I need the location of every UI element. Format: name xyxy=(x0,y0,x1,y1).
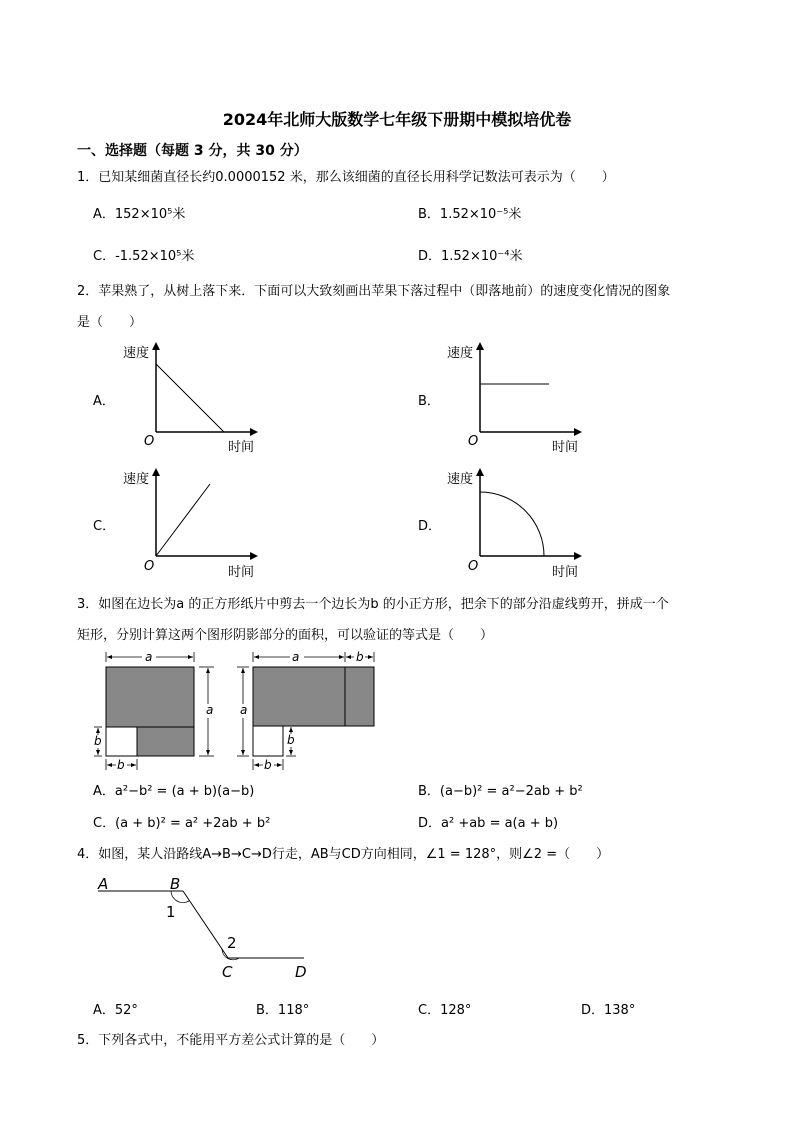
q2-option-d-letter: D． xyxy=(418,519,442,534)
q3-figure xyxy=(90,648,390,774)
q3-label-a-right-left: a xyxy=(206,703,214,717)
q3-option-c: C．(a + b)² = a² +2ab + b² xyxy=(93,816,271,831)
graph-a-line xyxy=(156,364,224,432)
q4-label-c: C xyxy=(222,963,233,981)
q4-option-d: D．138° xyxy=(581,1003,636,1018)
question-3-stem-line2: 矩形，分别计算这两个图形阴影部分的面积，可以验证的等式是（ ） xyxy=(77,628,494,643)
section-heading: 一、选择题（每题 3 分，共 30 分） xyxy=(77,143,308,159)
q3-label-a-left-right: a xyxy=(240,703,248,717)
q3-label-b-top-right: b xyxy=(356,650,364,664)
q4-angle-1: 1 xyxy=(166,903,176,921)
graph-d-origin: O xyxy=(468,559,479,574)
graph-d-ylabel: 速度 xyxy=(447,472,474,487)
question-2-stem-line2: 是（ ） xyxy=(77,315,143,330)
q4-figure xyxy=(90,870,330,985)
q2-option-b-letter: B． xyxy=(418,394,440,409)
q3-label-b-bottom-right: b xyxy=(264,758,272,772)
q3-option-d: D．a² +ab = a(a + b) xyxy=(418,816,559,831)
question-1-stem: 1．已知某细菌直径长约0.0000152 米，那么该细菌的直径长用科学记数法可表示为（ ） xyxy=(77,170,615,185)
graph-d xyxy=(442,466,592,584)
q4-angle-2: 2 xyxy=(227,934,237,952)
graph-b-ylabel: 速度 xyxy=(447,346,474,361)
graph-c-ylabel: 速度 xyxy=(123,472,150,487)
q3-label-b-bottom-left: b xyxy=(117,758,125,772)
q4-option-c: C．128° xyxy=(418,1003,472,1018)
q1-option-b: B．1.52×10⁻⁵米 xyxy=(418,207,522,222)
q4-option-a: A．52° xyxy=(93,1003,138,1018)
q2-option-a-letter: A． xyxy=(93,394,115,409)
question-5-stem: 5．下列各式中，不能用平方差公式计算的是（ ） xyxy=(77,1033,385,1048)
q1-option-c: C．-1.52×10⁵米 xyxy=(93,249,195,264)
graph-d-xlabel: 时间 xyxy=(552,565,579,580)
q2-option-c-letter: C． xyxy=(93,519,116,534)
graph-c-xlabel: 时间 xyxy=(228,565,255,580)
question-2-stem-line1: 2．苹果熟了，从树上落下来．下面可以大致刻画出苹果下落过程中（即落地前）的速度变化情况的图象 xyxy=(77,284,671,299)
q3-label-b-right: b xyxy=(287,733,295,747)
question-4-stem: 4．如图，某人沿路线A→B→C→D行走，AB与CD方向相同，∠1 = 128°，则∠2 =（ ） xyxy=(77,847,610,862)
q1-option-d: D．1.52×10⁻⁴米 xyxy=(418,249,523,264)
q4-option-b: B．118° xyxy=(256,1003,310,1018)
graph-a-ylabel: 速度 xyxy=(123,346,150,361)
q4-label-a: A xyxy=(98,875,109,893)
q1-option-a: A．152×10⁵米 xyxy=(93,207,186,222)
q4-label-d: D xyxy=(295,963,307,981)
q3-label-a-top-left: a xyxy=(145,650,153,664)
graph-d-curve xyxy=(480,492,544,556)
q3-label-b-left: b xyxy=(94,734,102,748)
graph-a-origin: O xyxy=(144,434,155,449)
q3-option-b: B．(a−b)² = a²−2ab + b² xyxy=(418,784,583,799)
graph-b xyxy=(442,340,592,458)
question-3-stem-line1: 3．如图在边长为a 的正方形纸片中剪去一个边长为b 的小正方形，把余下的部分沿虚线剪开，拼成一个 xyxy=(77,597,669,612)
graph-c-origin: O xyxy=(144,559,155,574)
graph-a-xlabel: 时间 xyxy=(228,440,255,455)
q4-label-b: B xyxy=(170,875,181,893)
page-title: 2024年北师大版数学七年级下册期中模拟培优卷 xyxy=(222,110,572,129)
q3-option-a: A．a²−b² = (a + b)(a−b) xyxy=(93,784,255,799)
graph-a xyxy=(118,340,268,458)
q3-label-a-top-right: a xyxy=(292,650,300,664)
graph-c xyxy=(118,466,268,584)
graph-b-xlabel: 时间 xyxy=(552,440,579,455)
graph-b-origin: O xyxy=(468,434,479,449)
graph-c-line xyxy=(156,484,210,556)
